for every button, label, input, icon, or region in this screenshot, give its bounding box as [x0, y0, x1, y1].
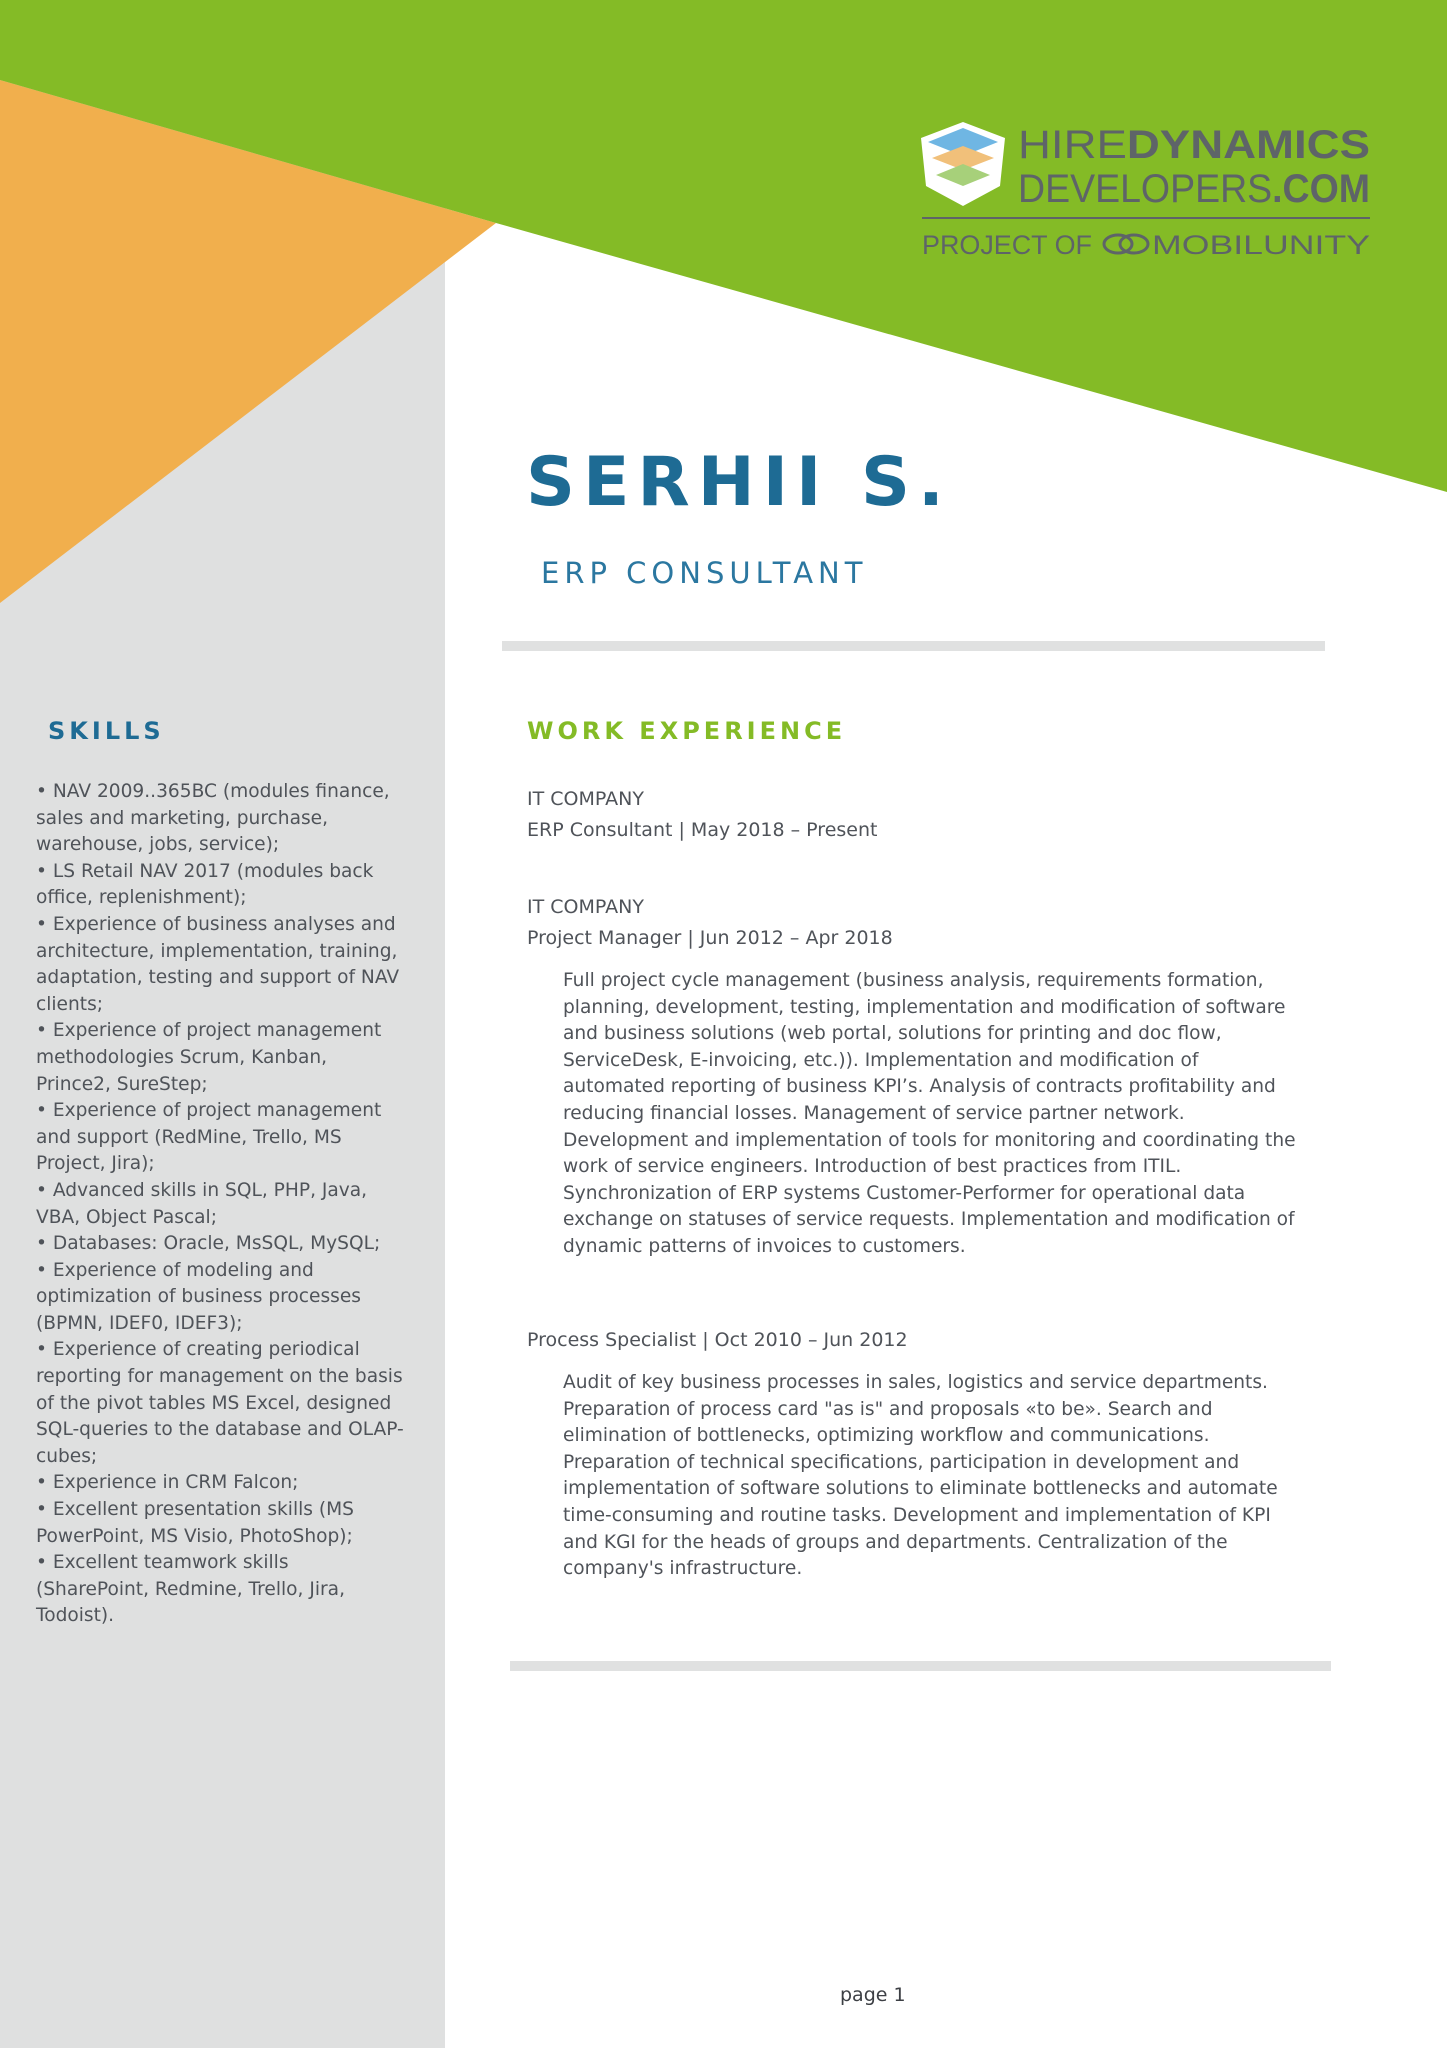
page-number: page 1: [840, 1984, 906, 2006]
logo-line2-bold: .COM: [1272, 167, 1377, 211]
job-role: Process Specialist | Oct 2010 – Jun 2012: [527, 1329, 908, 1351]
skill-item: • NAV 2009..365BC (modules finance, sales and marketing, purchase, warehouse, jobs, service);: [36, 781, 390, 856]
logo-line1-bold: DYNAMICS: [1126, 123, 1341, 167]
skill-item: • Experience of business analyses and architecture, implementation, training, adaptation, testing and support of NAV clients;: [36, 913, 400, 1015]
skill-item: • Experience of modeling and optimization of business processes (BPMN, IDEF0, IDEF3);: [36, 1259, 361, 1334]
hexagon-layers-icon: [921, 122, 1005, 206]
svg-text:HIREDYNAMICS: [1018, 123, 1370, 167]
job-company: IT COMPANY: [527, 788, 644, 810]
logo-line1-regular: HIRE: [1018, 123, 1114, 167]
skill-item: • Advanced skills in SQL, PHP, Java, VBA, Object Pascal;: [36, 1179, 368, 1228]
job-description: Audit of key business processes in sales, logistics and service departments. Preparation of process card "as is" and proposals «to be». Search and elimination of bottlenecks, optimizing workflow and communications. Preparation of technical specifications, participation in development and implementation of software solutions to eliminate bottlenecks and automate time-consuming and routine tasks. Development and implementation of KPI and KGI for the heads of groups and departments. Centralization of the company's infrastructure.: [563, 1372, 1278, 1580]
logo-tagline-brand: MOBILUNITY: [1152, 230, 1370, 260]
skill-item: • LS Retail NAV 2017 (modules back office, replenishment);: [36, 860, 374, 909]
skill-item: • Experience of project management and support (RedMine, Trello, MS Project, Jira);: [36, 1100, 382, 1175]
job-description: Full project cycle management (business analysis, requirements formation, planning, development, testing, implementation and modification of software and business solutions (web portal, solutions for printing and doc flow, ServiceDesk, E-invoicing, etc.)). Implementation and modification of automated reporting of business KPI’s. Analysis of contracts profitability and reducing financial losses. Management of service partner network. Development and implementation of tools for monitoring and coordinating the work of service engineers. Introduction of best practices from ITIL. Synchronization of ERP systems Customer-Performer for operational data exchange on statuses of service requests. Implementation and modification of dynamic patterns of invoices to customers.: [563, 970, 1296, 1257]
footer-divider: [510, 1661, 1331, 1671]
logo-line2-regular: DEVELOPERS: [1018, 167, 1290, 211]
skills-heading: SKILLS: [48, 717, 165, 745]
work-experience-heading: WORK EXPERIENCE: [527, 717, 847, 745]
company-logo: [918, 118, 1378, 268]
svg-text:DEVELOPERS.COM: [1018, 167, 1377, 211]
candidate-title: ERP CONSULTANT: [541, 556, 868, 590]
logo-tagline-prefix: PROJECT OF: [922, 230, 1092, 260]
skill-item: • Experience in CRM Falcon;: [36, 1472, 299, 1494]
job-company: IT COMPANY: [527, 896, 644, 918]
job-role: ERP Consultant | May 2018 – Present: [527, 819, 878, 841]
header-divider: [502, 641, 1325, 651]
skill-item: • Databases: Oracle, MsSQL, MySQL;: [36, 1233, 381, 1255]
skill-item: • Excellent presentation skills (MS PowerPoint, MS Visio, PhotoShop);: [36, 1499, 354, 1547]
skill-item: • Experience of project management methodologies Scrum, Kanban, Prince2, SureStep;: [36, 1020, 382, 1095]
candidate-name: SERHII S.: [526, 443, 952, 522]
job-role: Project Manager | Jun 2012 – Apr 2018: [527, 927, 893, 949]
skill-item: • Experience of creating periodical reporting for management on the basis of the pivot tables MS Excel, designed SQL-queries to the database and OLAP-cubes;: [36, 1339, 404, 1467]
skills-list: [36, 779, 406, 1630]
mobilunity-knot-icon: [1104, 235, 1148, 253]
skill-item: • Excellent teamwork skills (SharePoint, Redmine, Trello, Jira, Todoist).: [36, 1552, 345, 1627]
